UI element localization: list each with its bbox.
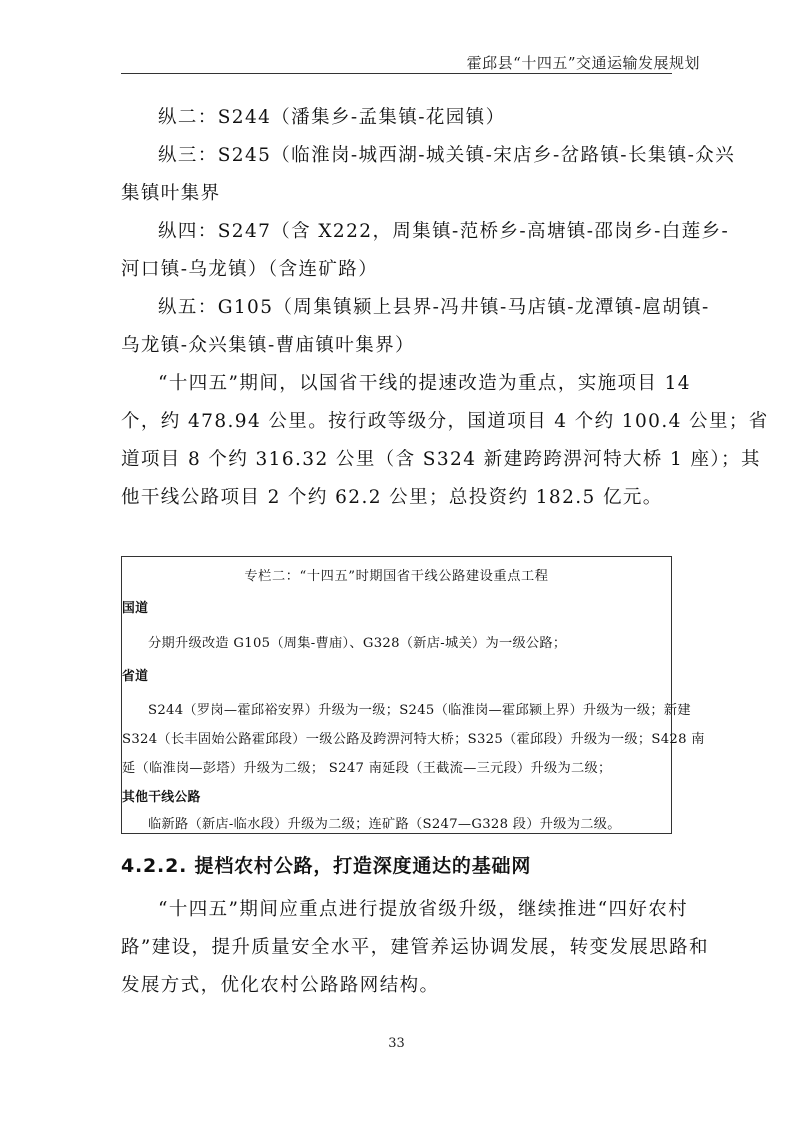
- summary-line4: 他干线公路项目 2 个约 62.2 公里；总投资约 182.5 亿元。: [121, 487, 663, 508]
- feature-box: [121, 556, 705, 834]
- category-other: 其他干线公路: [122, 790, 201, 805]
- header-title: 霍邱县“十四五”交通运输发展规划: [466, 54, 700, 72]
- route-zong5-line1: 纵五：G105（周集镇颍上县界-冯井镇-马店镇-龙潭镇-扈胡镇-: [158, 297, 710, 318]
- route-zong4-line1: 纵四：S247（含 X222，周集镇-范桥乡-高塘镇-邵岗乡-白莲乡-: [158, 221, 730, 242]
- route-list: [121, 99, 769, 517]
- category-provincial: 省道: [122, 669, 149, 684]
- route-zong2: 纵二：S244（潘集乡-孟集镇-花园镇）: [158, 107, 506, 128]
- section-body: [121, 891, 709, 1005]
- provincial-line1: S244（罗岗—霍邱裕安界）升级为一级；S245（临淮岗—霍邱颍上界）升级为一级；新建: [148, 703, 691, 718]
- section-line2: 路”建设，提升质量安全水平，建管养运协调发展，转变发展思路和: [121, 937, 709, 958]
- section-heading: 4.2.2. 提档农村公路，打造深度通达的基础网: [121, 855, 532, 877]
- summary-line2: 个，约 478.94 公里。按行政等级分，国道项目 4 个约 100.4 公里；省: [121, 411, 769, 432]
- summary-line3: 道项目 8 个约 316.32 公里（含 S324 新建跨跨淠河特大桥 1 座）；其: [121, 449, 761, 470]
- box-title: 专栏二：“十四五”时期国省干线公路建设重点工程: [244, 569, 549, 584]
- section-line3: 发展方式，优化农村公路路网结构。: [121, 975, 440, 996]
- route-zong5-line2: 乌龙镇-众兴集镇-曹庙镇叶集界）: [121, 335, 415, 356]
- header-divider: [121, 73, 672, 74]
- provincial-line2: S324（长丰固始公路霍邱段）一级公路及跨淠河特大桥；S325（霍邱段）升级为一级；S428 南: [122, 732, 705, 747]
- route-zong3-line1: 纵三：S245（临淮岗-城西湖-城关镇-宋店乡-岔路镇-长集镇-众兴: [158, 145, 736, 166]
- section-line1: “十四五”期间应重点进行提放省级升级，继续推进“四好农村: [158, 899, 689, 920]
- page-number: 33: [388, 1036, 405, 1051]
- provincial-line3: 延（临淮岗—彭塔）升级为二级； S247 南延段（王截流—三元段）升级为二级；: [122, 761, 612, 776]
- route-zong3-line2: 集镇叶集界: [121, 183, 221, 204]
- summary-line1: “十四五”期间，以国省干线的提速改造为重点，实施项目 14: [158, 373, 691, 394]
- route-zong4-line2: 河口镇-乌龙镇）（含连矿路）: [121, 259, 379, 280]
- category-national: 国道: [122, 601, 149, 616]
- national-text: 分期升级改造 G105（周集-曹庙）、G328（新店-城关）为一级公路；: [148, 636, 567, 651]
- other-text: 临新路（新店-临水段）升级为二级；连矿路（S247—G328 段）升级为二级。: [148, 817, 621, 832]
